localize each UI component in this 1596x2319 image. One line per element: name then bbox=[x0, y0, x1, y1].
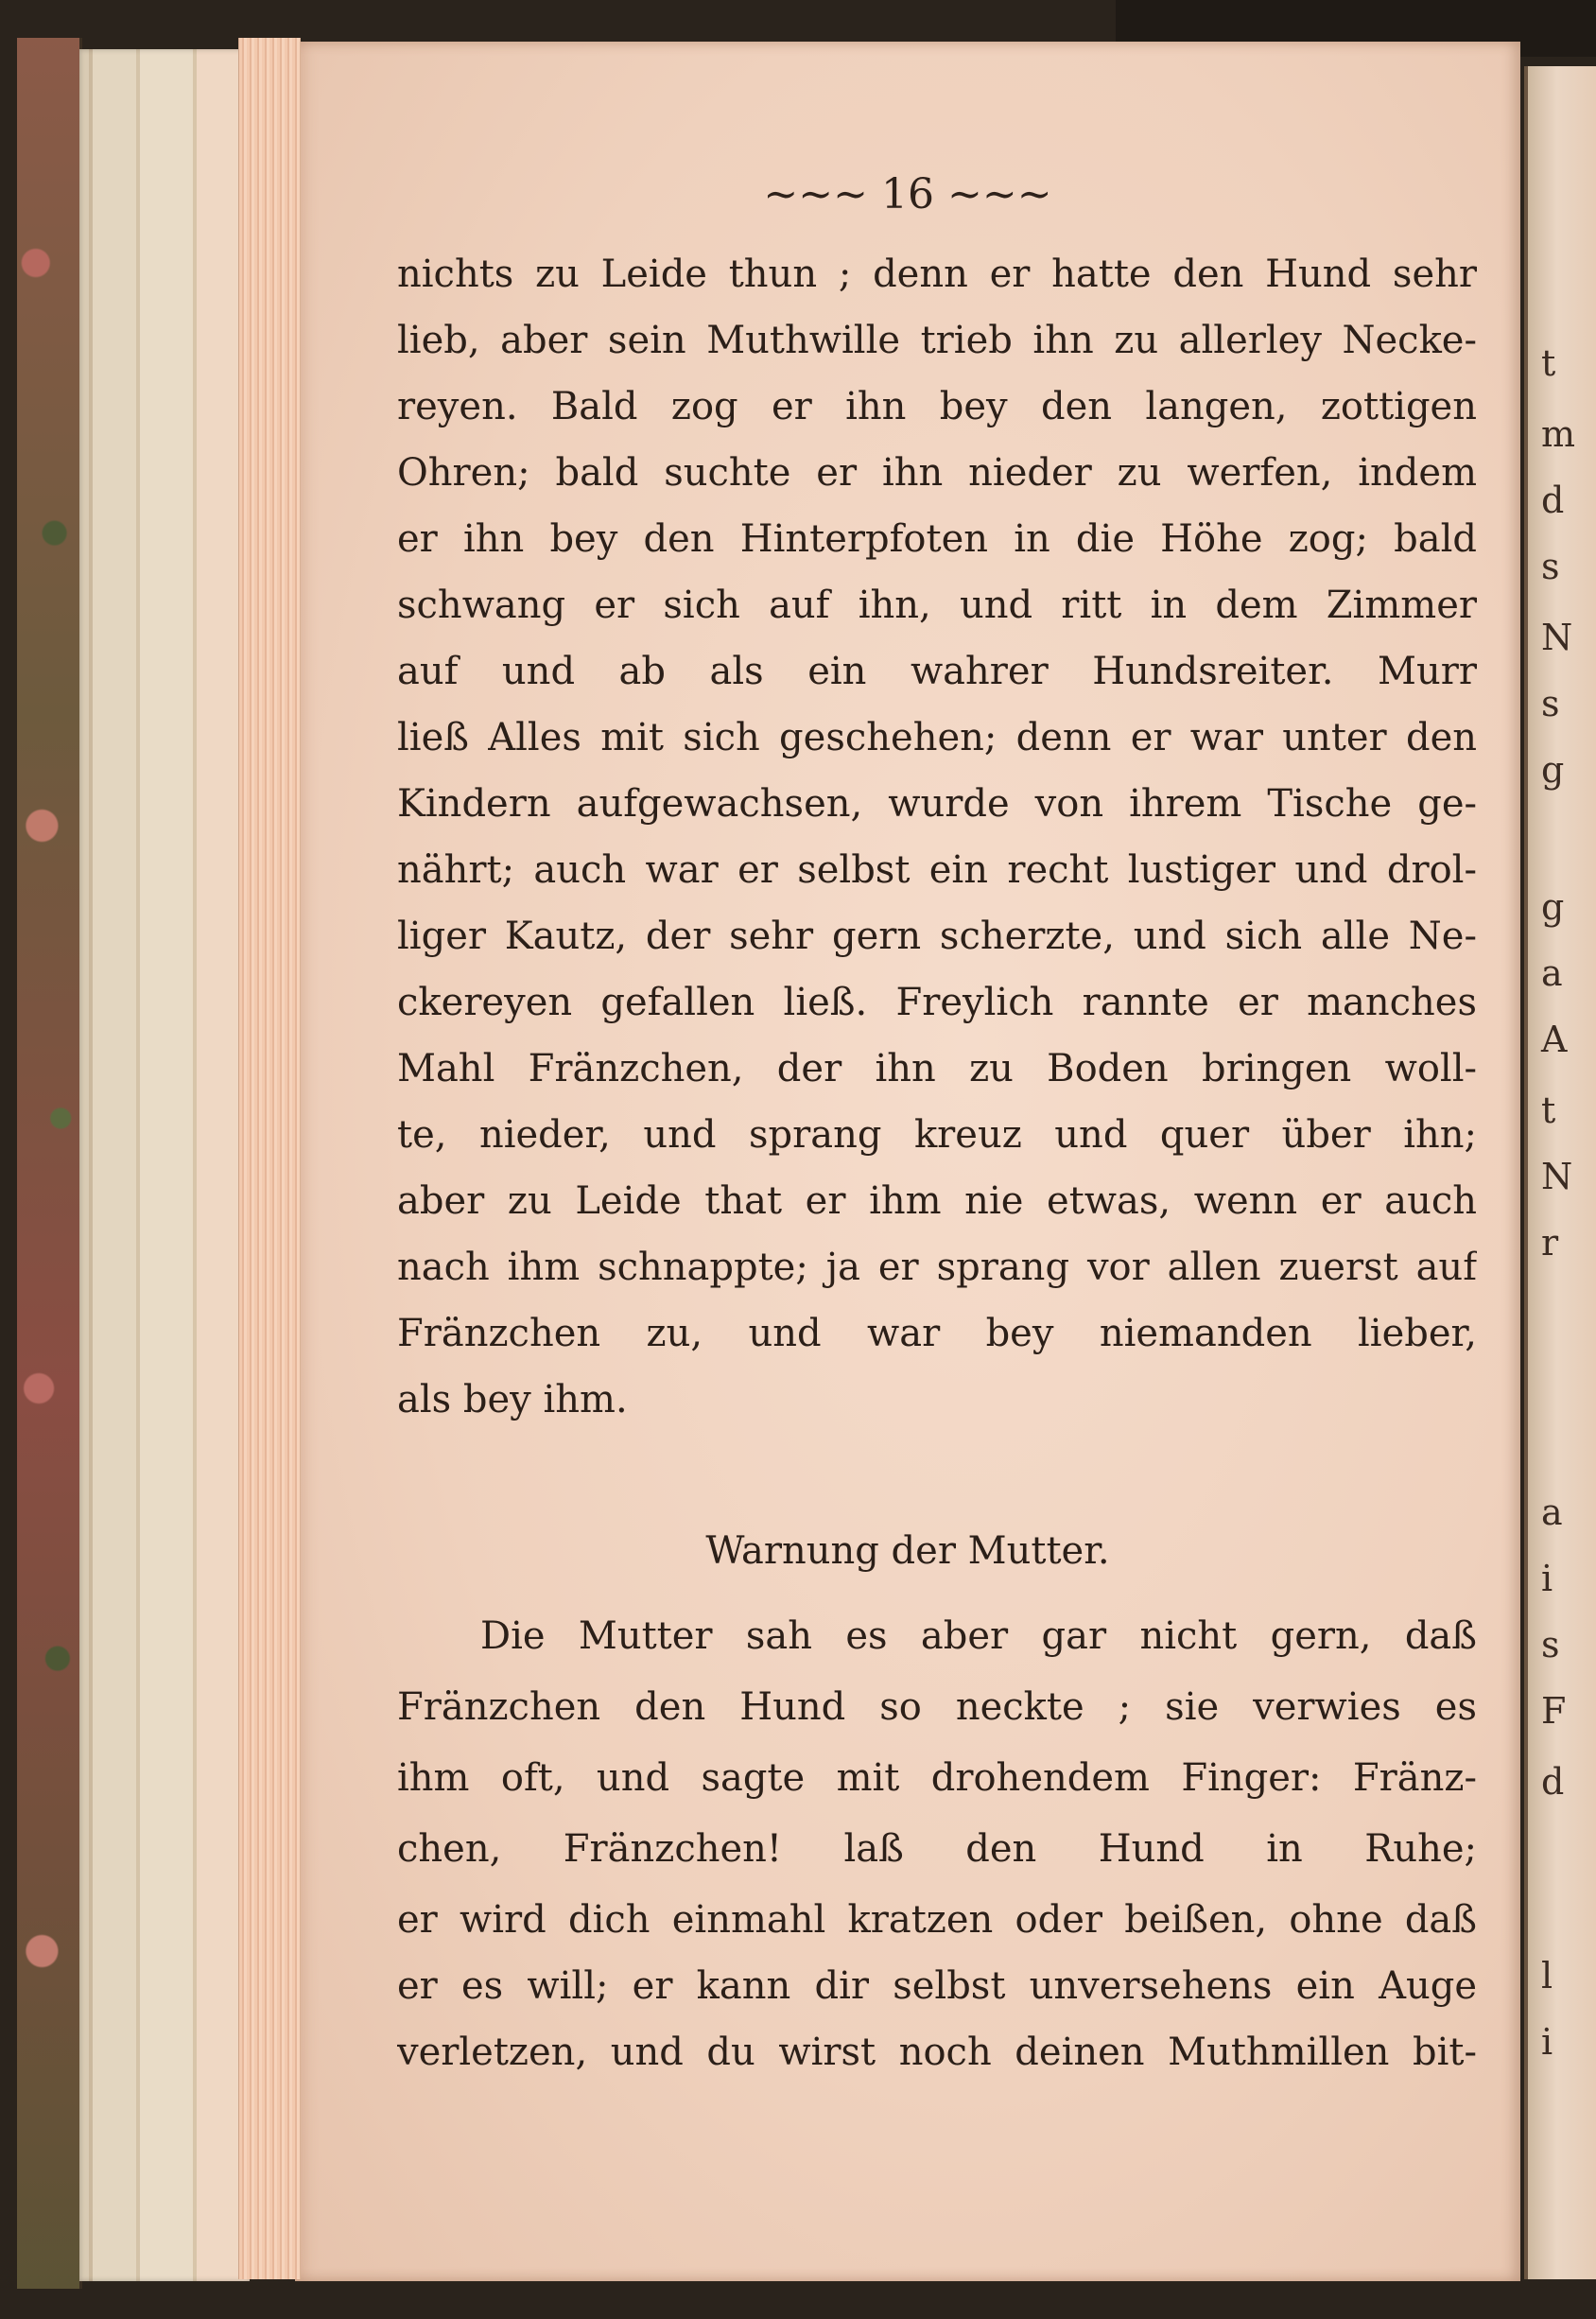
facing-page-fragment: i bbox=[1541, 1558, 1553, 1599]
text-line: chen, Fränzchen! laß den Hund in Ruhe; bbox=[397, 1827, 1477, 1871]
section-heading: Warnung der Mutter. bbox=[705, 1529, 1110, 1573]
facing-page-edge bbox=[1524, 66, 1596, 2279]
text-line: er wird dich einmahl kratzen oder beißen, ohne daß bbox=[397, 1898, 1477, 1942]
text-line: Fränzchen den Hund so neckte ; sie verwies es bbox=[397, 1685, 1477, 1729]
text-line: ckereyen gefallen ließ. Freylich rannte er manches bbox=[397, 981, 1477, 1024]
text-line: nährt; auch war er selbst ein recht lustiger und drol- bbox=[397, 848, 1477, 892]
facing-page-fragment: N bbox=[1541, 617, 1573, 658]
text-line: Kindern aufgewachsen, wurde von ihrem Tische ge- bbox=[397, 782, 1477, 826]
page-block-edges bbox=[79, 49, 250, 2281]
text-line: Fränzchen zu, und war bey niemanden lieber, bbox=[397, 1312, 1477, 1355]
text-line: te, nieder, und sprang kreuz und quer über ihn; bbox=[397, 1113, 1477, 1157]
text-line: lieb, aber sein Muthwille trieb ihn zu allerley Necke- bbox=[397, 319, 1477, 362]
text-line: schwang er sich auf ihn, und ritt in dem Zimmer bbox=[397, 584, 1477, 627]
text-line: verletzen, und du wirst noch deinen Muthmillen bit- bbox=[397, 2031, 1477, 2074]
facing-page-fragment: r bbox=[1541, 1222, 1559, 1264]
text-line: liger Kautz, der sehr gern scherzte, und sich alle Ne- bbox=[397, 915, 1477, 958]
text-line: er es will; er kann dir selbst unversehens ein Auge bbox=[397, 1964, 1477, 2008]
facing-page-fragment: l bbox=[1541, 1955, 1553, 1996]
facing-page-fragment: g bbox=[1541, 749, 1565, 791]
facing-page-fragment: A bbox=[1541, 1019, 1568, 1060]
text-line: ließ Alles mit sich geschehen; denn er war unter den bbox=[397, 716, 1477, 759]
facing-page-fragment: F bbox=[1541, 1690, 1567, 1732]
facing-page-fragment: i bbox=[1541, 2021, 1553, 2063]
facing-page-fragment: s bbox=[1541, 1624, 1560, 1665]
text-line: er ihn bey den Hinterpfoten in die Höhe zog; bald bbox=[397, 517, 1477, 561]
text-line: nichts zu Leide thun ; denn er hatte den Hund sehr bbox=[397, 253, 1477, 296]
marbled-cover-board bbox=[17, 38, 82, 2289]
facing-page-fragment: t bbox=[1541, 1090, 1556, 1131]
text-line: reyen. Bald zog er ihn bey den langen, zottigen bbox=[397, 385, 1477, 428]
text-line: nach ihm schnappte; ja er sprang vor allen zuerst auf bbox=[397, 1246, 1477, 1289]
text-line: aber zu Leide that er ihm nie etwas, wenn er auch bbox=[397, 1179, 1477, 1223]
text-line: ihm oft, und sagte mit drohendem Finger: Fränz- bbox=[397, 1756, 1477, 1800]
text-line: Ohren; bald suchte er ihn nieder zu werfen, indem bbox=[397, 451, 1477, 495]
facing-page-fragment: m bbox=[1541, 413, 1576, 455]
page-number: ~~~ 16 ~~~ bbox=[763, 170, 1052, 218]
facing-page-fragment: N bbox=[1541, 1156, 1573, 1197]
facing-page-fragment: d bbox=[1541, 479, 1565, 521]
text-line: als bey ihm. bbox=[397, 1378, 628, 1421]
facing-page-fragment: g bbox=[1541, 886, 1565, 928]
facing-page-fragment: a bbox=[1541, 952, 1563, 994]
facing-page-fragment: s bbox=[1541, 683, 1560, 724]
facing-page-fragment: t bbox=[1541, 342, 1556, 384]
text-line: auf und ab als ein wahrer Hundsreiter. Murr bbox=[397, 650, 1477, 693]
facing-page-fragment: s bbox=[1541, 546, 1560, 587]
text-line: Mahl Fränzchen, der ihn zu Boden bringen woll- bbox=[397, 1047, 1477, 1090]
facing-page-fragment: a bbox=[1541, 1491, 1563, 1533]
facing-page-fragment: d bbox=[1541, 1761, 1565, 1803]
stitched-gutter bbox=[238, 38, 301, 2279]
text-line: Die Mutter sah es aber gar nicht gern, daß bbox=[480, 1614, 1477, 1658]
